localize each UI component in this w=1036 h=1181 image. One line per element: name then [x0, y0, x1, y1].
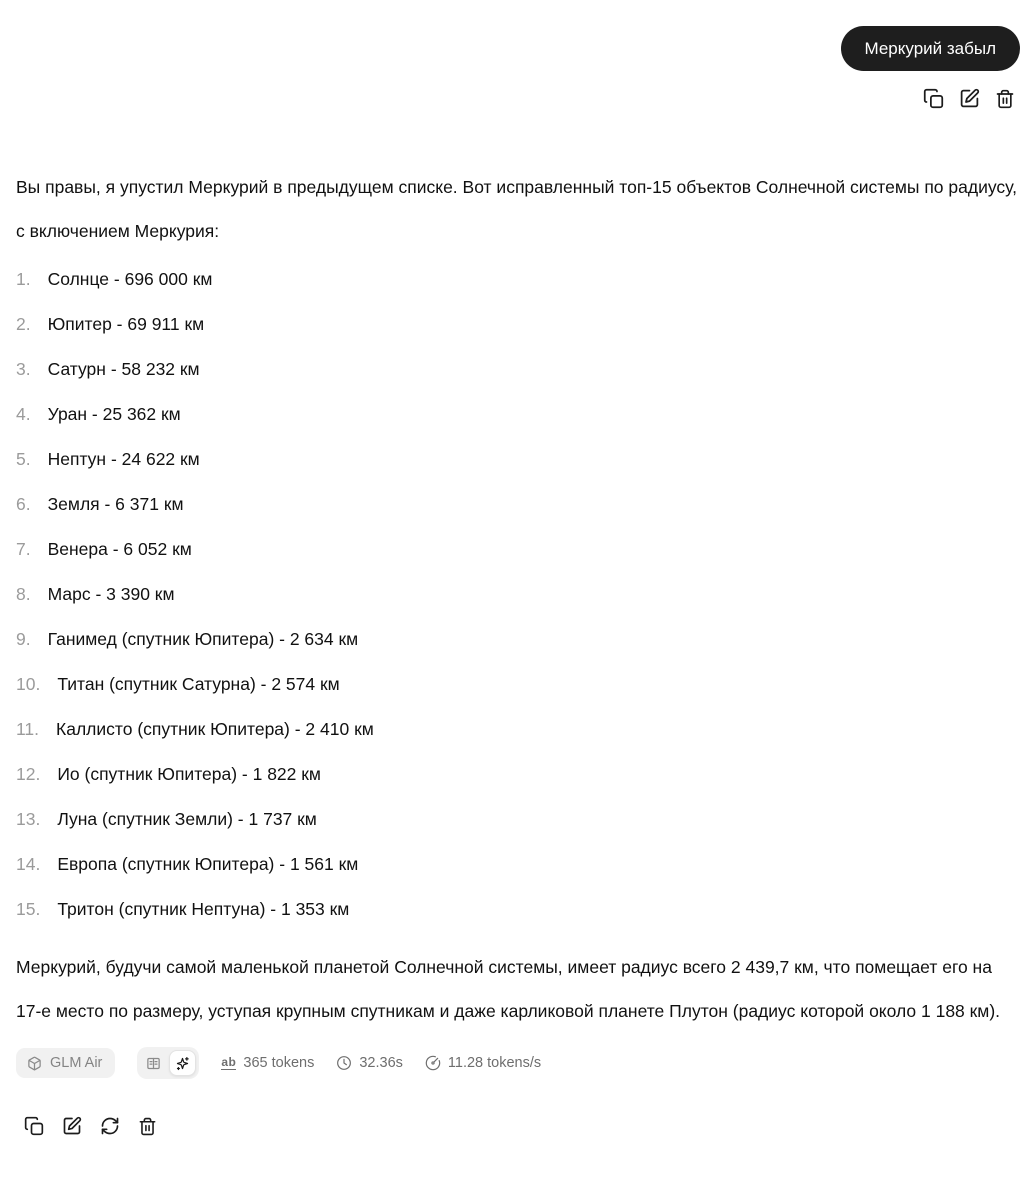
generation-time-stat [336, 1055, 403, 1071]
markdown-view-button[interactable] [169, 1050, 196, 1076]
radius-ranking-list [16, 257, 1020, 931]
list-item-text: Уран - 25 362 км [47, 404, 181, 424]
token-count-stat [221, 1055, 314, 1071]
assistant-intro-paragraph: Вы правы, я упустил Меркурий в предыдущем списке. Вот исправленный топ-15 объектов Солнечной системы по радиусу, с включением Меркурия: [16, 177, 1018, 241]
list-item [16, 527, 1020, 571]
user-message-bubble: Меркурий забыл [841, 26, 1021, 71]
book-open-icon [146, 1056, 161, 1071]
list-item-number: 7. [16, 539, 31, 559]
list-item-number: 12. [16, 764, 41, 784]
list-item-number: 14. [16, 854, 41, 874]
package-icon [27, 1056, 42, 1071]
list-item [16, 662, 1020, 706]
list-item-text: Европа (спутник Юпитера) - 1 561 км [57, 854, 359, 874]
list-item-number: 2. [16, 314, 31, 334]
list-item-text: Нептун - 24 622 км [47, 449, 200, 469]
list-item-text: Венера - 6 052 км [47, 539, 192, 559]
list-item [16, 482, 1020, 526]
edit-icon [62, 1116, 82, 1136]
user-message-row [16, 0, 1020, 71]
clock-icon [336, 1055, 352, 1071]
user-message-actions [16, 88, 1020, 109]
list-item [16, 797, 1020, 841]
assistant-message [16, 165, 1020, 1156]
copy-user-message-button[interactable] [923, 88, 944, 109]
list-item [16, 437, 1020, 481]
list-item-number: 6. [16, 494, 31, 514]
generation-stats-row [16, 1047, 1020, 1079]
render-mode-toggle [137, 1047, 199, 1079]
trash-icon [138, 1117, 157, 1136]
token-count-value: 365 tokens [243, 1055, 315, 1071]
list-item [16, 572, 1020, 616]
generation-time-value: 32.36s [359, 1055, 403, 1071]
delete-assistant-message-button[interactable] [138, 1117, 157, 1136]
list-item-number: 9. [16, 629, 31, 649]
edit-icon [959, 88, 980, 109]
regenerate-button[interactable] [100, 1116, 120, 1136]
list-item [16, 347, 1020, 391]
list-item [16, 842, 1020, 886]
list-item-text: Ганимед (спутник Юпитера) - 2 634 км [47, 629, 359, 649]
list-item-number: 1. [16, 269, 31, 289]
edit-assistant-message-button[interactable] [62, 1116, 82, 1136]
copy-assistant-message-button[interactable] [24, 1116, 44, 1136]
sparkles-icon [175, 1056, 190, 1071]
list-item [16, 302, 1020, 346]
gauge-icon [425, 1055, 441, 1071]
list-item-text: Каллисто (спутник Юпитера) - 2 410 км [56, 719, 374, 739]
assistant-message-actions [24, 1116, 1020, 1156]
assistant-outro-paragraph: Меркурий, будучи самой маленькой планетой Солнечной системы, имеет радиус всего 2 439,7 км, что помещает его на 17-е место по размеру, уступая крупным спутникам и даже карликовой планете Плутон (радиус которой около 1 188 км). [16, 957, 1001, 1021]
delete-user-message-button[interactable] [995, 89, 1015, 109]
model-badge [16, 1048, 115, 1078]
list-item-text: Земля - 6 371 км [47, 494, 184, 514]
refresh-icon [100, 1116, 120, 1136]
list-item [16, 707, 1020, 751]
list-item-number: 5. [16, 449, 31, 469]
tokens-icon: ab [221, 1054, 237, 1069]
list-item-number: 3. [16, 359, 31, 379]
list-item-number: 15. [16, 899, 41, 919]
list-item [16, 257, 1020, 301]
list-item-text: Ио (спутник Юпитера) - 1 822 км [57, 764, 321, 784]
list-item-number: 11. [16, 719, 40, 739]
generation-speed-value: 11.28 tokens/s [447, 1055, 542, 1071]
list-item-number: 13. [16, 809, 41, 829]
list-item [16, 887, 1020, 931]
list-item-text: Марс - 3 390 км [47, 584, 175, 604]
list-item [16, 752, 1020, 796]
list-item-text: Титан (спутник Сатурна) - 2 574 км [57, 674, 340, 694]
trash-icon [995, 89, 1015, 109]
list-item [16, 392, 1020, 436]
list-item-text: Тритон (спутник Нептуна) - 1 353 км [57, 899, 350, 919]
list-item [16, 617, 1020, 661]
copy-icon [24, 1116, 44, 1136]
edit-user-message-button[interactable] [959, 88, 980, 109]
model-name: GLM Air [50, 1055, 103, 1071]
list-item-text: Луна (спутник Земли) - 1 737 км [57, 809, 317, 829]
list-item-number: 10. [16, 674, 41, 694]
generation-speed-stat [425, 1055, 541, 1071]
list-item-text: Сатурн - 58 232 км [47, 359, 200, 379]
plaintext-view-button[interactable] [140, 1050, 167, 1076]
list-item-number: 4. [16, 404, 31, 424]
list-item-number: 8. [16, 584, 31, 604]
list-item-text: Солнце - 696 000 км [47, 269, 213, 289]
list-item-text: Юпитер - 69 911 км [47, 314, 205, 334]
copy-icon [923, 88, 944, 109]
